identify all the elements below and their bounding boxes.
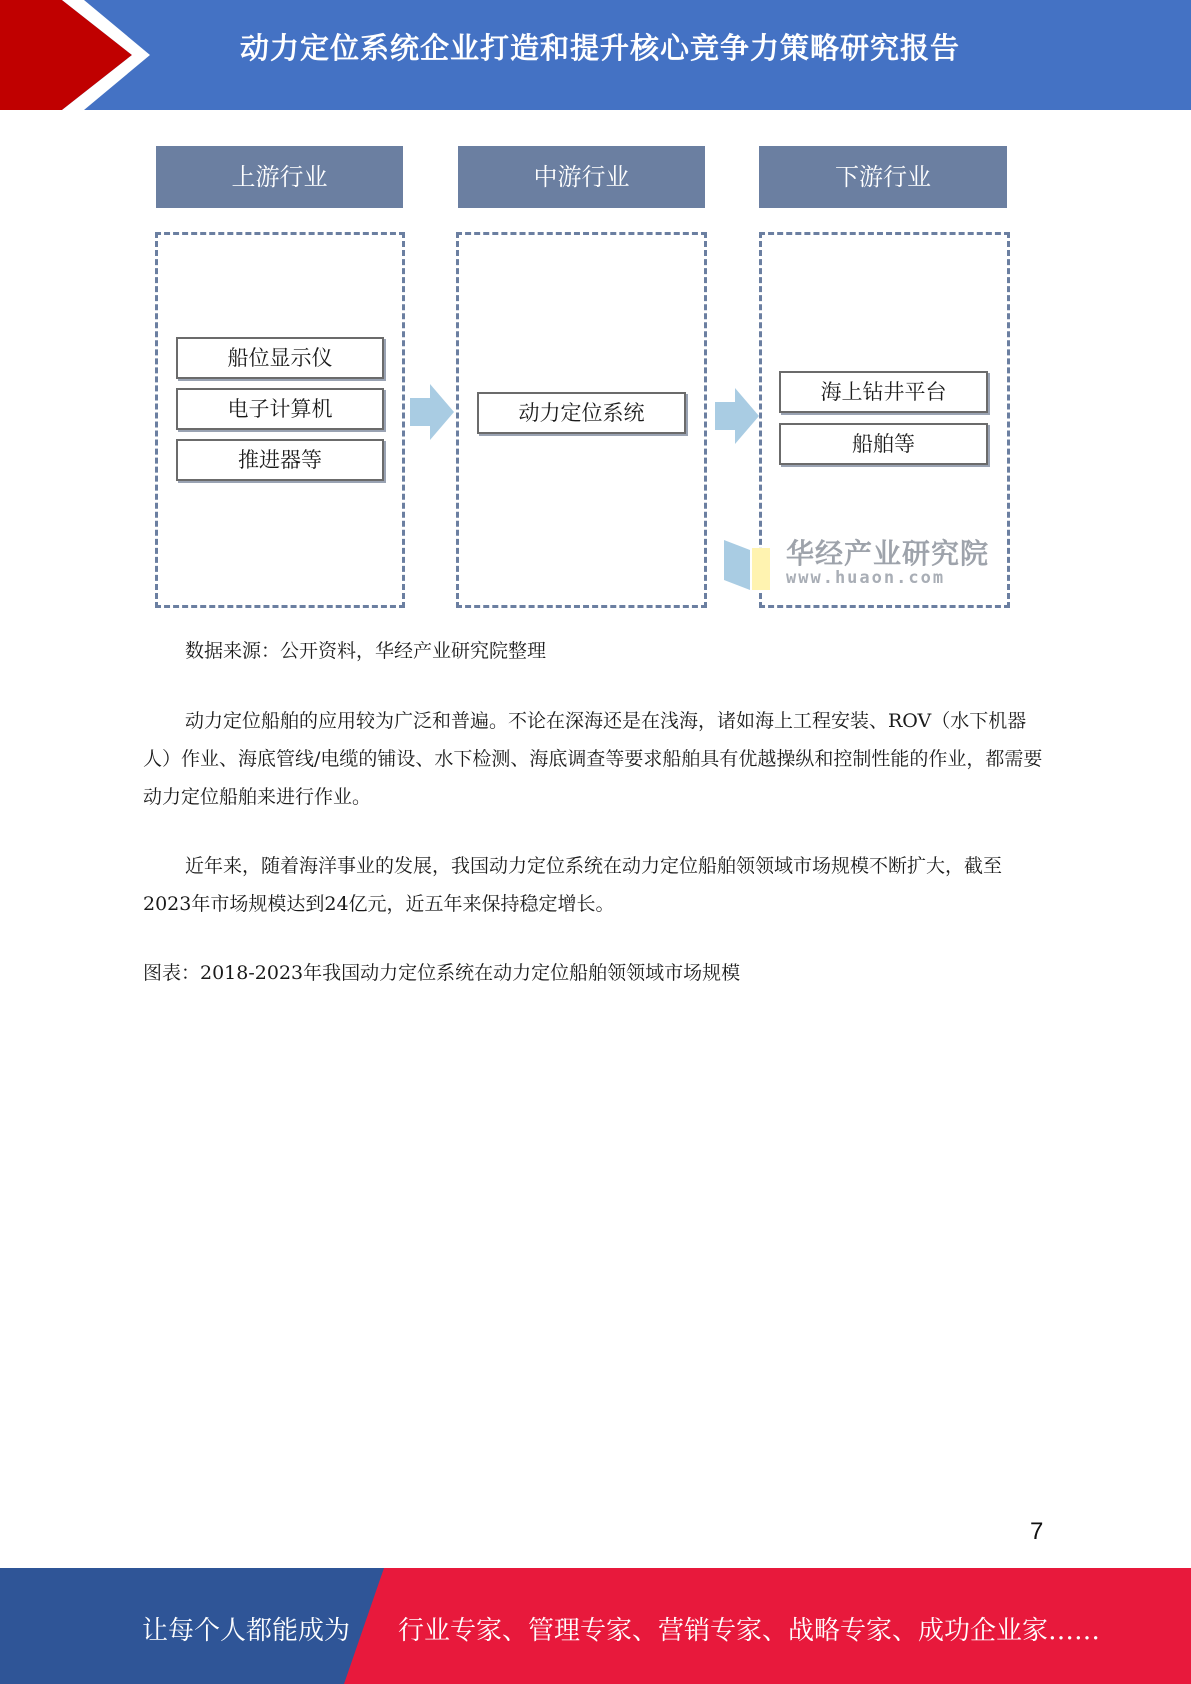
midstream-header: 中游行业	[458, 146, 705, 208]
watermark-name: 华经产业研究院	[786, 537, 990, 570]
watermark-url: www.huaon.com	[786, 568, 946, 588]
footer-slogan-left: 让每个人都能成为	[142, 1616, 351, 1646]
huaon-logo-icon	[724, 536, 774, 592]
industry-chain-diagram	[0, 0, 1191, 640]
upstream-item: 船位显示仪	[176, 337, 384, 379]
page-number: 7	[1030, 1518, 1044, 1545]
report-title: 动力定位系统企业打造和提升核心竞争力策略研究报告	[240, 31, 961, 65]
midstream-item: 动力定位系统	[477, 392, 686, 434]
upstream-item: 推进器等	[176, 439, 384, 481]
body-paragraph: 动力定位船舶的应用较为广泛和普遍。不论在深海还是在浅海，诸如海上工程安装、ROV（水下机器人）作业、海底管线/电缆的铺设、水下检测、海底调查等要求船舶具有优越操纵和控制性能的作业，都需要动力定位船舶来进行作业。	[143, 710, 1043, 808]
flow-arrow-icon	[715, 388, 759, 444]
page-footer	[0, 1568, 1191, 1684]
footer-slogan-right: 行业专家、管理专家、营销专家、战略专家、成功企业家……	[398, 1616, 1101, 1646]
body-paragraph: 近年来，随着海洋事业的发展，我国动力定位系统在动力定位船舶领领域市场规模不断扩大，截至2023年市场规模达到24亿元，近五年来保持稳定增长。	[143, 855, 1003, 915]
watermark-logo	[724, 532, 994, 592]
flow-arrow-icon	[410, 384, 454, 440]
data-source: 数据来源：公开资料，华经产业研究院整理	[185, 640, 547, 662]
downstream-header: 下游行业	[759, 146, 1007, 208]
figure-caption: 图表：2018-2023年我国动力定位系统在动力定位船舶领领域市场规模	[143, 962, 741, 984]
upstream-header: 上游行业	[156, 146, 403, 208]
upstream-item: 电子计算机	[176, 388, 384, 430]
downstream-item: 海上钻井平台	[779, 371, 988, 413]
downstream-item: 船舶等	[779, 423, 988, 465]
